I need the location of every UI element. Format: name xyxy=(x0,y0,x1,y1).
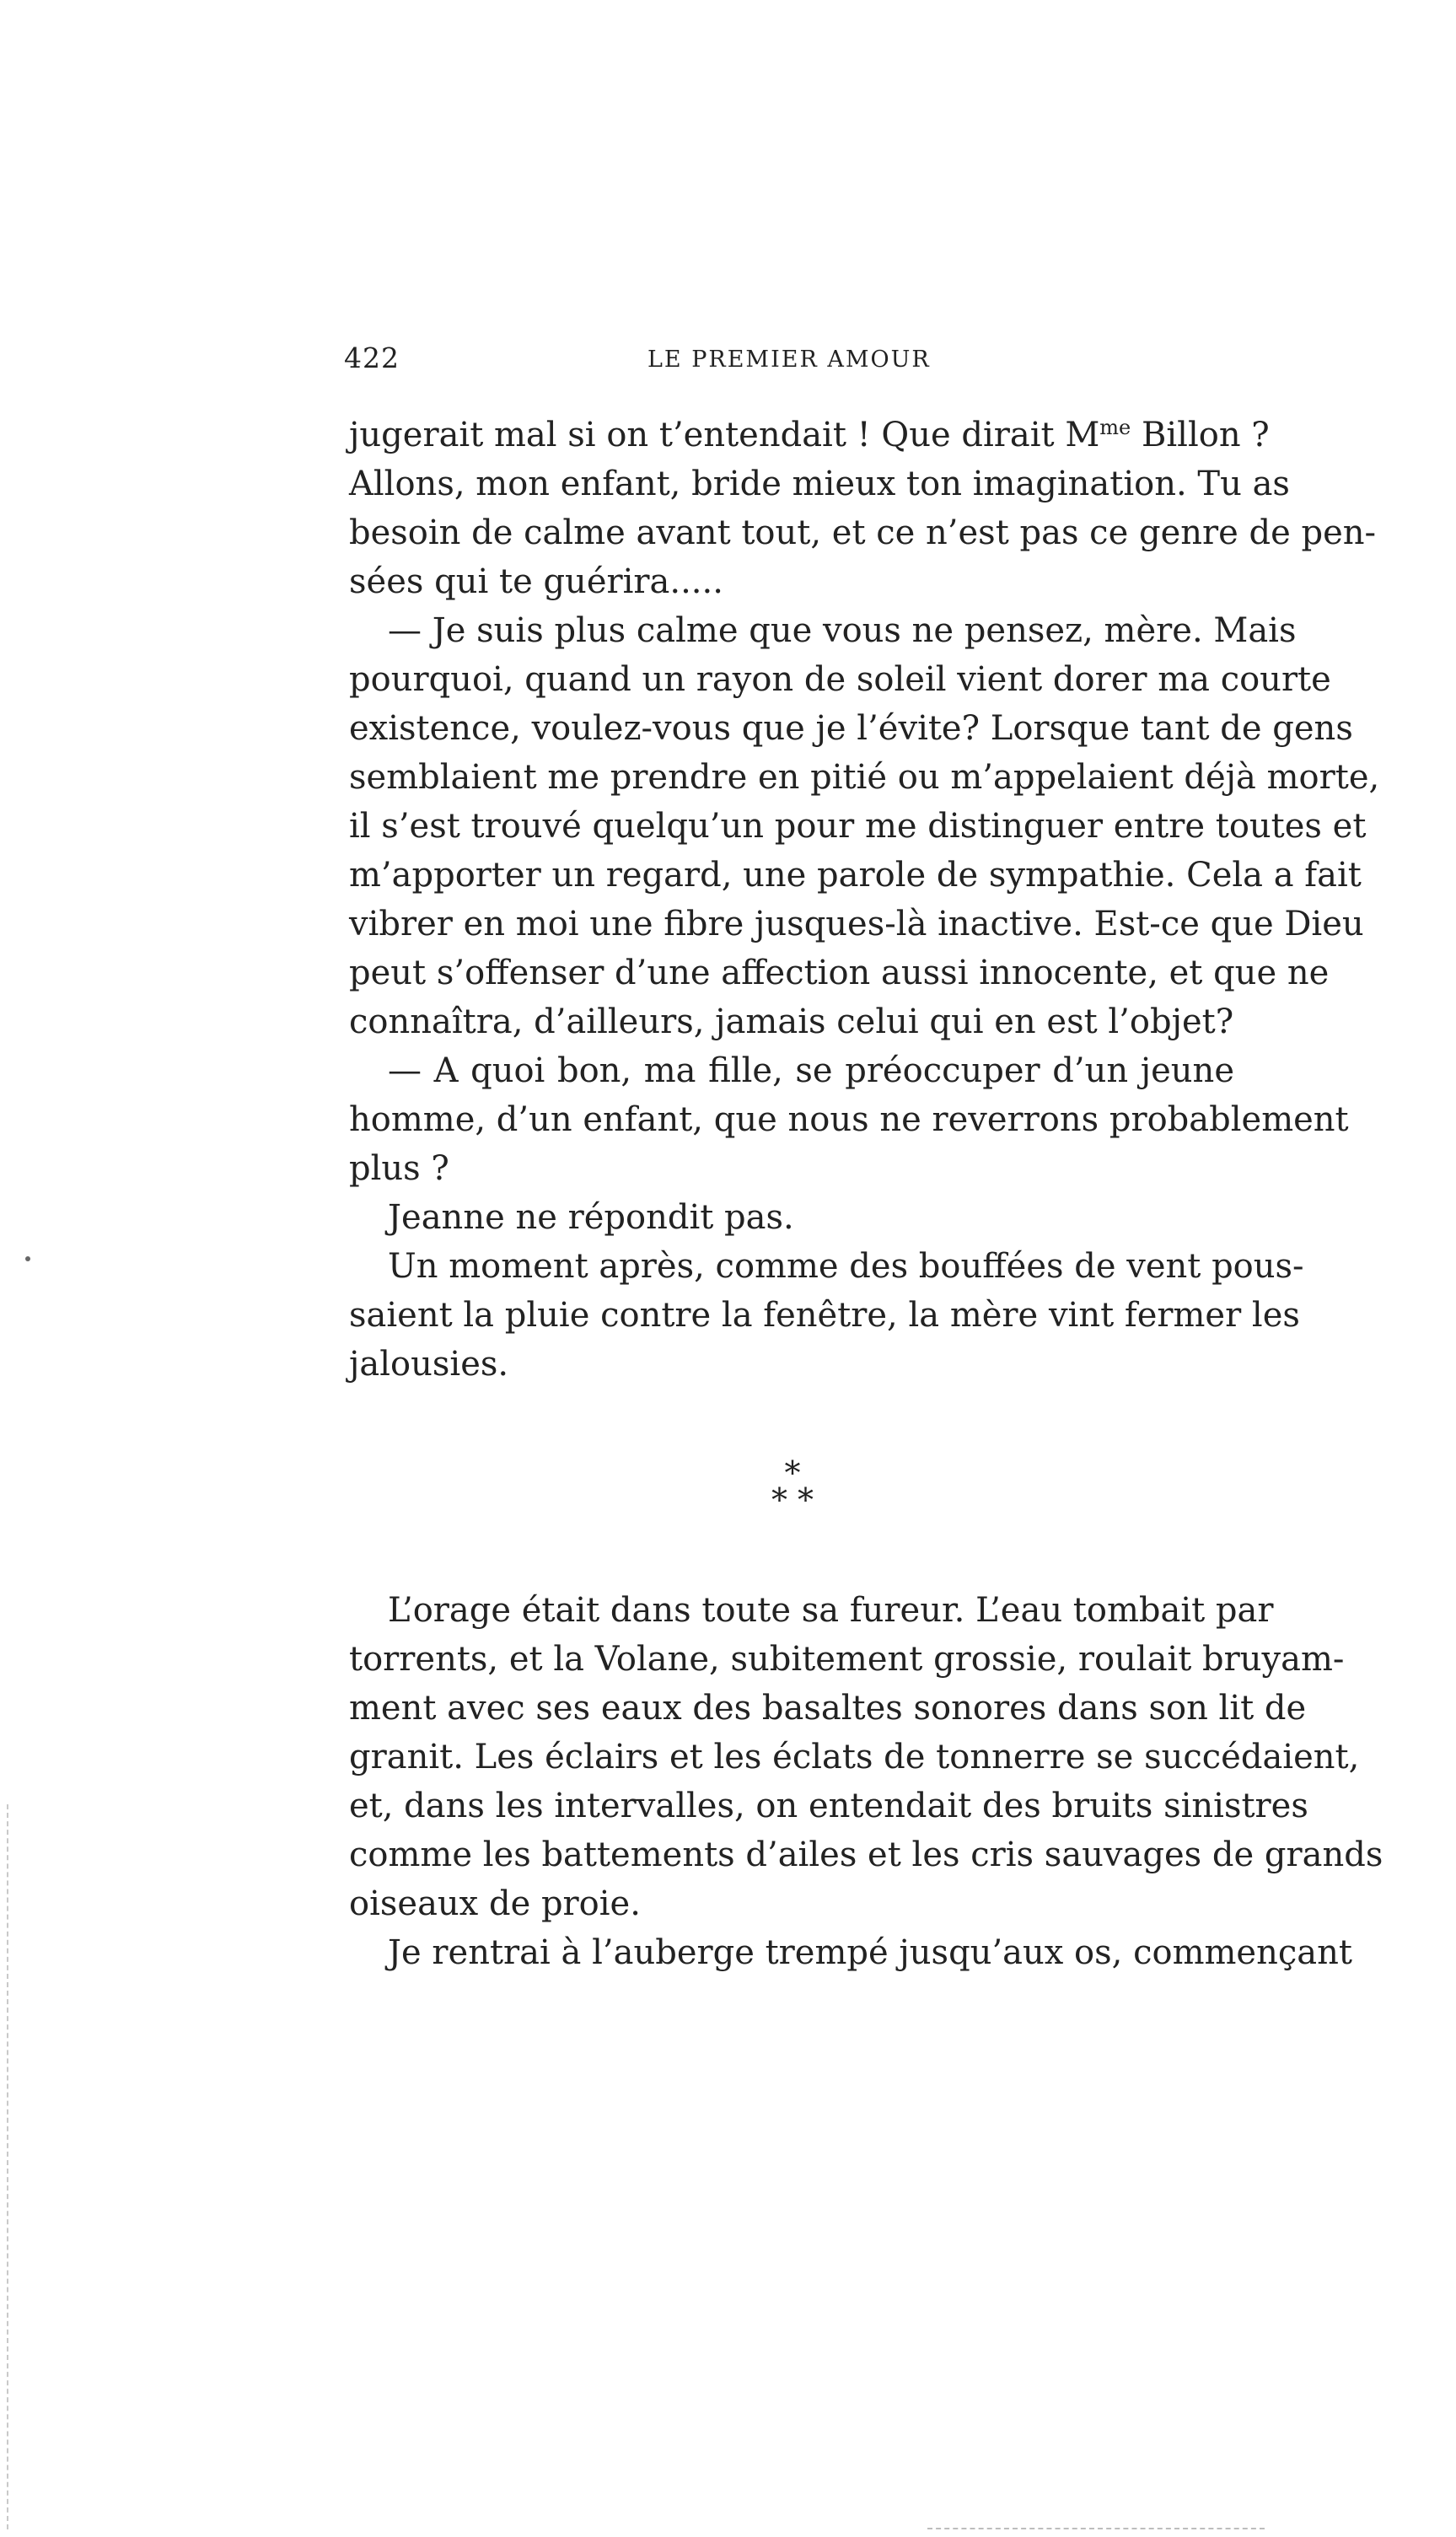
text-line: existence, voulez-vous que je l’évite? Lorsque tant de gens xyxy=(349,709,1353,748)
text-line: il s’est trouvé quelqu’un pour me distinguer entre toutes et xyxy=(349,807,1367,846)
text-line: pourquoi, quand un rayon de soleil vient dorer ma courte xyxy=(349,660,1331,699)
scan-edge-marks xyxy=(7,1804,12,2529)
text-line: homme, d’un enfant, que nous ne reverrons probablement xyxy=(349,1100,1349,1139)
text-line: Allons, mon enfant, bride mieux ton imagination. Tu as xyxy=(349,465,1290,503)
text-line: comme les battements d’ailes et les cris sauvages de grands xyxy=(349,1836,1383,1874)
text-line: L’orage était dans toute sa fureur. L’eau tombait par xyxy=(388,1591,1274,1630)
text-line: granit. Les éclairs et les éclats de tonnerre se succédaient, xyxy=(349,1738,1360,1776)
text-line: ment avec ses eaux des basaltes sonores dans son lit de xyxy=(349,1689,1307,1728)
asterism-top: * xyxy=(784,1454,801,1492)
text-line: sées qui te guérira..... xyxy=(349,562,723,601)
page-number: 422 xyxy=(344,341,400,374)
text-line: oiseaux de proie. xyxy=(349,1884,641,1923)
page-header xyxy=(344,341,1221,392)
scan-bottom-marks xyxy=(927,2528,1265,2531)
text-line: vibrer en moi une fibre jusques-là inactive. Est-ce que Dieu xyxy=(349,905,1364,943)
text-line: peut s’offenser d’une affection aussi innocente, et que ne xyxy=(349,954,1330,992)
text-line: m’apporter un regard, une parole de sympathie. Cela a fait xyxy=(349,856,1362,895)
text-line: plus ? xyxy=(349,1149,449,1188)
text-line: et, dans les intervalles, on entendait des bruits sinistres xyxy=(349,1787,1308,1825)
running-title: LE PREMIER AMOUR xyxy=(647,347,931,373)
text-line: Je rentrai à l’auberge trempé jusqu’aux os, commençant xyxy=(388,1933,1352,1972)
text-line: — A quoi bon, ma fille, se préoccuper d’un jeune xyxy=(388,1051,1234,1090)
text-line: saient la pluie contre la fenêtre, la mère vint fermer les xyxy=(349,1296,1300,1335)
text-line: besoin de calme avant tout, et ce n’est pas ce genre de pen- xyxy=(349,513,1377,552)
text-line: torrents, et la Volane, subitement grossie, roulait bruyam- xyxy=(349,1640,1345,1679)
text-line: Jeanne ne répondit pas. xyxy=(388,1198,794,1237)
text-line: jugerait mal si on t’entendait ! Que dirait $M^{me}$ Billon ? xyxy=(349,416,1270,454)
text-line: Un moment après, comme des bouffées de vent pous- xyxy=(388,1247,1304,1286)
text-line: semblaient me prendre en pitié ou m’appelaient déjà morte, xyxy=(349,758,1380,797)
scan-speck xyxy=(25,1256,30,1261)
text-line: — Je suis plus calme que vous ne pensez, mère. Mais xyxy=(388,611,1297,650)
text-line: connaîtra, d’ailleurs, jamais celui qui en est l’objet? xyxy=(349,1002,1234,1041)
asterism-bottom: * * xyxy=(771,1481,814,1518)
text-line: jalousies. xyxy=(349,1345,509,1384)
